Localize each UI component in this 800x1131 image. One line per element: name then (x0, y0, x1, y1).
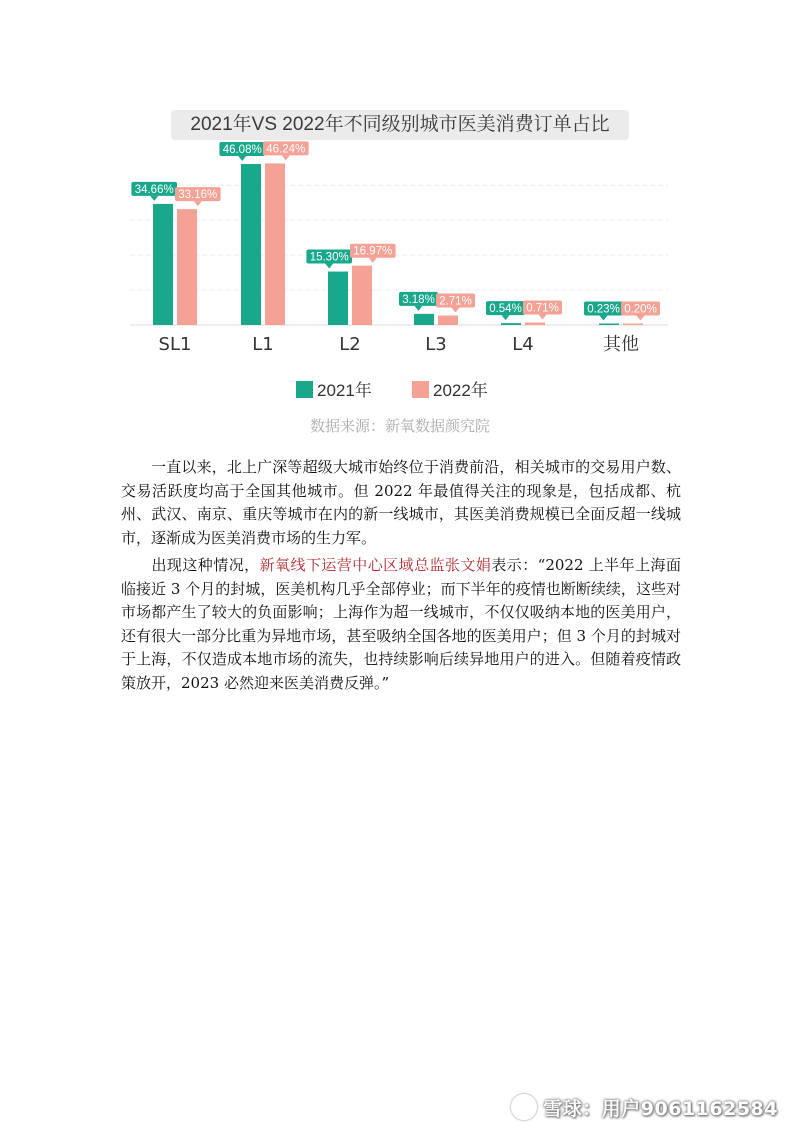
x-tick-label: L4 (512, 334, 534, 355)
x-tick-label: 其他 (603, 334, 639, 355)
data-label-pointer (539, 315, 547, 320)
data-label: 0.20% (624, 303, 657, 316)
legend-label-2022: 2022年 (433, 381, 488, 400)
data-label: 15.30% (309, 251, 349, 264)
legend-item-2022 (412, 376, 488, 401)
data-label-pointer (600, 316, 608, 321)
bar-2022年-L2 (352, 266, 372, 325)
data-label: 33.16% (178, 189, 218, 202)
bar-2022年-其他 (623, 324, 643, 326)
bar-2021年-L2 (328, 272, 348, 325)
paragraph-1-text: 一直以来，北上广深等超级大城市始终位于消费前沿，相关城市的交易用户数、交易活跃度均高于全国其他城市。但 2022 年最值得关注的现象是，包括成都、杭州、武汉、南京、重庆等城市在内的新一线城市，其医美消费规模已全面反超一线城市，逐渐成为医美消费市场的生力军。 (121, 458, 681, 547)
data-label-pointer (238, 156, 246, 161)
x-tick-label: L1 (252, 334, 274, 355)
bar-2021年-其他 (599, 324, 619, 326)
chart-title: 2021年VS 2022年不同级别城市医美消费订单占比 (171, 110, 629, 140)
data-label: 34.66% (134, 183, 174, 196)
data-label: 0.54% (489, 303, 522, 316)
bar-2021年-L4 (501, 323, 521, 325)
data-label-pointer (452, 308, 460, 313)
data-label-pointer (194, 201, 202, 206)
bar-2022年-L4 (525, 323, 545, 325)
data-label-pointer (502, 315, 510, 320)
data-label: 0.71% (526, 302, 559, 315)
data-label: 3.18% (402, 293, 435, 306)
watermark-text: 雪球：用户9061162584 (543, 1098, 778, 1120)
paragraph-2 (121, 554, 681, 695)
data-label-pointer (150, 196, 158, 201)
legend-label-2021: 2021年 (317, 381, 372, 400)
xueqiu-watermark (511, 1094, 778, 1121)
paragraph-1 (121, 456, 681, 550)
data-label-pointer (637, 316, 645, 321)
data-label-pointer (282, 155, 290, 160)
paragraph-2-prefix: 出现这种情况， (151, 556, 260, 574)
x-tick-label: L3 (425, 334, 447, 355)
x-tick-label: SL1 (158, 334, 192, 355)
snowball-logo-icon (511, 1094, 537, 1120)
bar-2021年-L3 (414, 314, 434, 325)
quoted-person: 新氧线下运营中心区域总监张文娟 (259, 556, 492, 574)
data-label-pointer (415, 306, 423, 311)
data-label: 2.71% (439, 295, 472, 308)
data-label: 16.97% (353, 245, 393, 258)
legend-swatch-2021 (296, 381, 313, 398)
data-label: 46.08% (222, 143, 262, 156)
bar-2022年-L1 (265, 163, 285, 325)
bar-2022年-L3 (438, 316, 458, 325)
data-label-pointer (369, 258, 377, 263)
bar-2021年-L1 (241, 164, 261, 325)
legend-item-2021 (296, 376, 372, 401)
x-tick-label: L2 (339, 334, 361, 355)
bar-2021年-SL1 (153, 204, 173, 325)
data-label: 46.24% (266, 143, 306, 156)
data-label-pointer (325, 264, 333, 269)
chart-source: 数据来源：新氧数据颜究院 (309, 417, 490, 435)
bar-2022年-SL1 (177, 209, 197, 325)
data-label: 0.23% (587, 303, 620, 316)
legend-swatch-2022 (412, 381, 429, 398)
paragraph-2-suffix: 表示：“2022 上半年上海面临接近 3 个月的封城，医美机构几乎全部停业；而下半年的疫情也断断续续，这些对市场都产生了较大的负面影响；上海作为超一线城市，不仅仅吸纳本地的医美用户，还有很大一部分比重为异地市场，甚至吸纳全国各地的医美用户；但 3 个月的封城对于上海，不仅造成本地市场的流失，也持续影响后续异地用户的进入。但随着疫情政策放开，2023 必然迎来医美消费反弹。” (121, 556, 681, 692)
bar-chart (0, 143, 800, 370)
